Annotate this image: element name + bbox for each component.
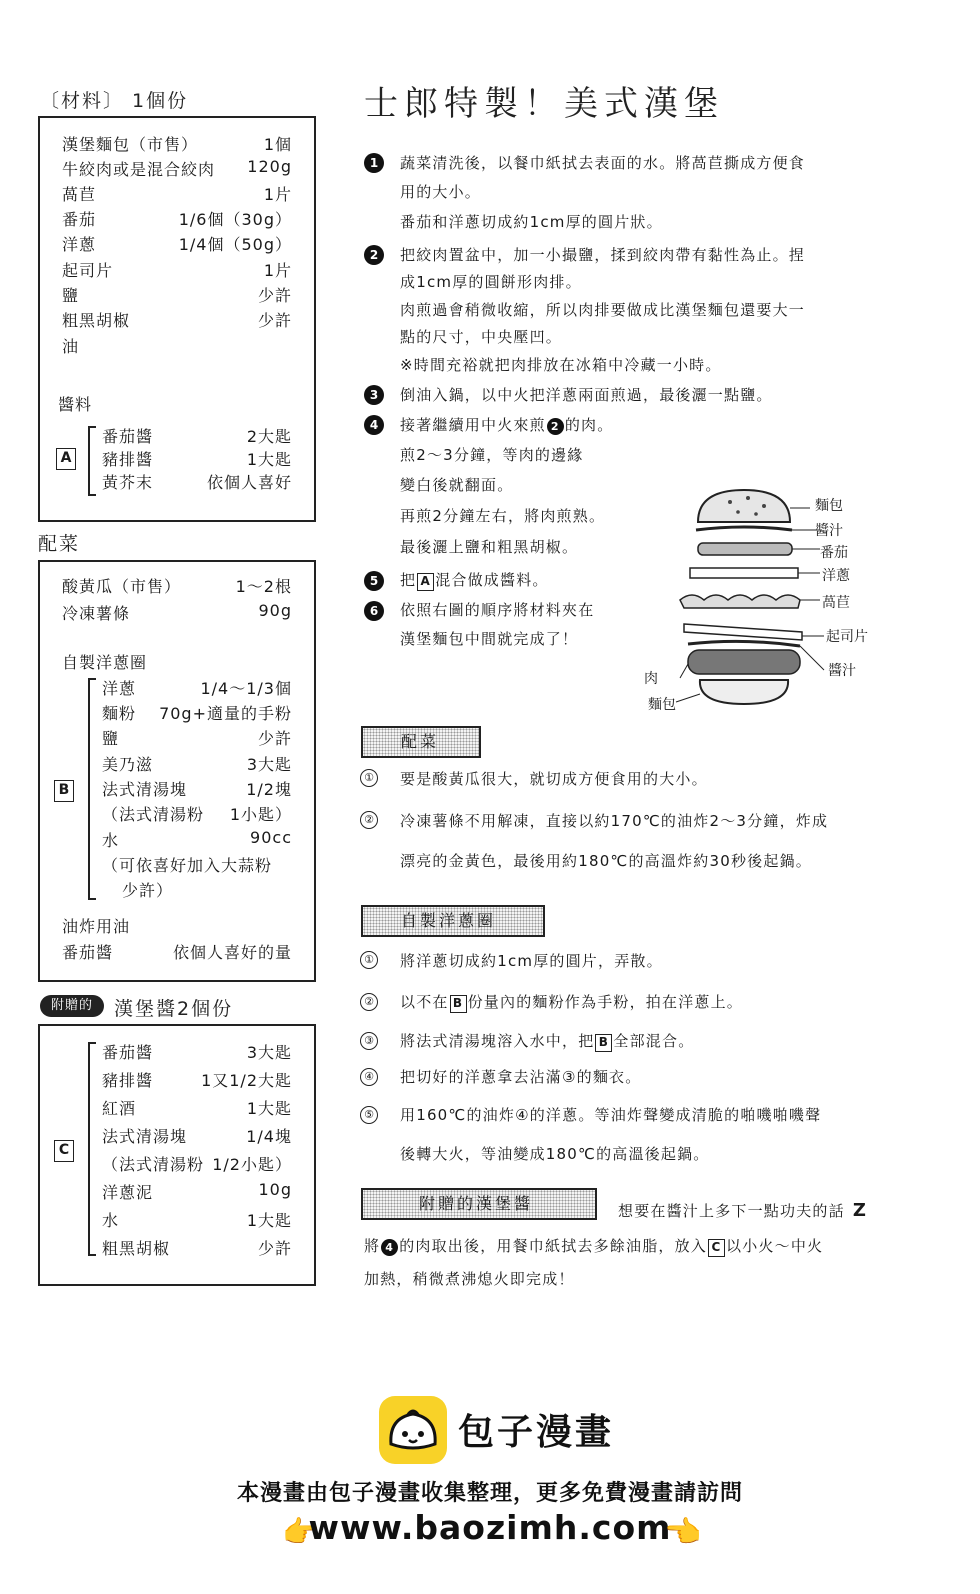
side-step-line: 漂亮的金黃色，最後用約180℃的高溫炸約30秒後起鍋。 bbox=[400, 852, 812, 870]
sauce-row: 番茄醬 2大匙 bbox=[102, 427, 292, 446]
pointing-right-icon: 👉 bbox=[282, 1515, 320, 1550]
onion-step-line: 後轉大火，等油變成180℃的高溫後起鍋。 bbox=[400, 1145, 710, 1163]
step-1-line: 用的大小。 bbox=[400, 183, 482, 201]
step-6-line: 依照右圖的順序將材料夾在 bbox=[400, 601, 595, 619]
material-row: 鹽 少許 bbox=[62, 286, 292, 305]
footer-note: 本漫畫由包子漫畫收集整理，更多免費漫畫請訪問 bbox=[236, 1481, 743, 1506]
onion-row: 水 90cc bbox=[102, 828, 292, 850]
bonus-steps-heading: 附贈的漢堡醬 bbox=[361, 1188, 597, 1220]
step-1-line: 蔬菜清洗後，以餐巾紙拭去表面的水。將萵苣撕成方便食 bbox=[400, 154, 806, 172]
step-number-5: 5 bbox=[364, 571, 384, 591]
sauce-mid bbox=[688, 641, 800, 646]
material-row: 漢堡麵包（市售） 1個 bbox=[62, 135, 292, 154]
bonus-row: 法式清湯塊 1/4塊 bbox=[102, 1127, 292, 1146]
label-sauce-2: 醬汁 bbox=[828, 663, 856, 679]
fry-oil: 油炸用油 bbox=[62, 917, 131, 936]
tag-c: C bbox=[54, 1140, 74, 1162]
step-ref-2: 2 bbox=[547, 418, 564, 435]
material-row: 油 bbox=[62, 337, 80, 356]
material-row: 萵苣 1片 bbox=[62, 185, 292, 204]
step-4-line: 接著繼續用中火來煎 2 的肉。 bbox=[400, 416, 614, 434]
bonus-row: 紅酒 1大匙 bbox=[102, 1099, 292, 1118]
onion-row: （可依喜好加入大蒜粉 bbox=[102, 856, 273, 875]
side-row: 酸黃瓜（市售） 1～2根 bbox=[62, 577, 292, 596]
onion-step-line: 以不在 B 份量內的麵粉作為手粉，拍在洋蔥上。 bbox=[400, 993, 744, 1011]
cheese bbox=[684, 624, 802, 640]
step-2-line: 把絞肉置盆中，加一小撮鹽，揉到絞肉帶有黏性為止。捏 bbox=[400, 246, 806, 264]
label-meat: 肉 bbox=[644, 671, 658, 687]
step-4-line: 最後灑上鹽和粗黑胡椒。 bbox=[400, 538, 579, 556]
onion-step-line: 將洋蔥切成約1cm厚的圓片，弄散。 bbox=[400, 952, 663, 970]
onion-row: 少許） bbox=[122, 881, 174, 900]
label-tomato: 番茄 bbox=[820, 545, 848, 561]
baozi-logo-icon[interactable] bbox=[379, 1396, 447, 1464]
onion-ref-b: B bbox=[450, 995, 467, 1013]
onion-row: 麵粉 70g+適量的手粉 bbox=[102, 704, 292, 723]
side-steps-heading: 配菜 bbox=[361, 726, 481, 758]
step-2-line: 肉煎過會稍微收縮，所以肉排要做成比漢堡麵包還要大一 bbox=[400, 301, 806, 319]
bonus-heading: 漢堡醬2個份 bbox=[114, 998, 234, 1020]
bonus-row: 豬排醬 1又1/2大匙 bbox=[102, 1071, 292, 1090]
side-step-num: ② bbox=[360, 811, 378, 829]
step-ref-a: A bbox=[417, 573, 434, 591]
step-2-line: 成1cm厚的圓餅形肉排。 bbox=[400, 273, 582, 291]
onion-step-num: ⑤ bbox=[360, 1106, 378, 1124]
bonus-note: 想要在醬汁上多下一點功夫的話 Z bbox=[618, 1200, 868, 1221]
step-5-line: 把 A 混合做成醬料。 bbox=[400, 571, 549, 589]
onion-steps-heading: 自製洋蔥圈 bbox=[361, 905, 545, 937]
bonus-ref-4: 4 bbox=[381, 1239, 398, 1256]
step-2-line: ※時間充裕就把肉排放在冰箱中冷藏一小時。 bbox=[400, 356, 722, 374]
onion-row: 鹽 少許 bbox=[102, 729, 292, 748]
material-row: 牛絞肉或是混合絞肉 120g bbox=[62, 157, 292, 179]
side-box bbox=[38, 560, 316, 982]
step-number-6: 6 bbox=[364, 601, 384, 621]
tag-a: A bbox=[56, 448, 76, 470]
lettuce bbox=[680, 595, 800, 608]
materials-box bbox=[38, 116, 316, 522]
site-url-link[interactable]: www.baozimh.com bbox=[308, 1508, 672, 1547]
label-bun-2: 麵包 bbox=[648, 697, 676, 713]
label-cheese: 起司片 bbox=[826, 629, 868, 645]
step-3-line: 倒油入鍋，以中火把洋蔥兩面煎過，最後灑一點鹽。 bbox=[400, 386, 773, 404]
step-4-line: 煎2～3分鐘，等肉的邊緣 bbox=[400, 446, 584, 464]
bonus-step-line: 加熱，稍微煮沸熄火即完成！ bbox=[364, 1270, 575, 1288]
bonus-row: 洋蔥泥 10g bbox=[102, 1180, 292, 1202]
bonus-box bbox=[38, 1024, 316, 1286]
onion-step-num: ① bbox=[360, 951, 378, 969]
step-number-1: 1 bbox=[364, 153, 384, 173]
side-step-line: 要是酸黃瓜很大，就切成方便食用的大小。 bbox=[400, 770, 708, 788]
onion-ring-heading: 自製洋蔥圈 bbox=[62, 653, 148, 672]
label-lettuce: 萵苣 bbox=[822, 595, 850, 611]
bun-mascot-icon bbox=[379, 1396, 447, 1464]
sauce-row: 豬排醬 1大匙 bbox=[102, 450, 292, 469]
onion-row: 美乃滋 3大匙 bbox=[102, 755, 292, 774]
onion-row: 法式清湯塊 1/2塊 bbox=[102, 780, 292, 799]
material-row: 起司片 1片 bbox=[62, 261, 292, 280]
onion-ref-b: B bbox=[595, 1034, 612, 1052]
step-6-line: 漢堡麵包中間就完成了！ bbox=[400, 630, 579, 648]
patty bbox=[688, 650, 800, 674]
step-number-2: 2 bbox=[364, 245, 384, 265]
onion bbox=[690, 568, 798, 578]
material-row: 番茄 1/6個（30g） bbox=[62, 210, 292, 229]
brand-name: 包子漫畫 bbox=[458, 1412, 615, 1453]
onion-step-line: 把切好的洋蔥拿去沾滿③的麵衣。 bbox=[400, 1068, 642, 1086]
step-2-line: 點的尺寸，中央壓凹。 bbox=[400, 328, 563, 346]
materials-heading: 〔材料〕 1個份 bbox=[40, 90, 189, 112]
step-1-line: 番茄和洋蔥切成約1cm厚的圓片狀。 bbox=[400, 213, 663, 231]
step-4-line: 變白後就翻面。 bbox=[400, 476, 514, 494]
sauce-heading: 醬料 bbox=[58, 395, 93, 414]
onion-row: （法式清湯粉 1小匙） bbox=[102, 805, 292, 824]
label-bun: 麵包 bbox=[815, 498, 843, 514]
bonus-row: 粗黑胡椒 少許 bbox=[102, 1239, 292, 1258]
page-title: 士郎特製！美式漢堡 bbox=[364, 84, 724, 124]
tag-b: B bbox=[54, 780, 74, 802]
label-onion: 洋蔥 bbox=[822, 568, 850, 584]
side-row: 冷凍薯條 90g bbox=[62, 601, 292, 623]
bonus-badge: 附贈的 bbox=[40, 995, 104, 1017]
pointing-left-icon: 👈 bbox=[664, 1515, 702, 1550]
tomato bbox=[698, 543, 792, 555]
step-4-line: 再煎2分鐘左右，將肉煎熟。 bbox=[400, 507, 606, 525]
onion-step-num: ④ bbox=[360, 1068, 378, 1086]
sauce-row: 黃芥末 依個人喜好 bbox=[102, 473, 292, 492]
step-number-4: 4 bbox=[364, 415, 384, 435]
side-step-num: ① bbox=[360, 769, 378, 787]
onion-step-line: 將法式清湯塊溶入水中，把 B 全部混合。 bbox=[400, 1032, 695, 1050]
material-row: 洋蔥 1/4個（50g） bbox=[62, 235, 292, 254]
onion-step-num: ③ bbox=[360, 1032, 378, 1050]
bonus-ref-c: C bbox=[708, 1239, 725, 1257]
side-row: 番茄醬 依個人喜好的量 bbox=[62, 943, 292, 962]
bun-top bbox=[698, 490, 790, 522]
label-sauce: 醬汁 bbox=[815, 523, 843, 539]
bonus-row: 番茄醬 3大匙 bbox=[102, 1043, 292, 1062]
side-heading: 配菜 bbox=[38, 533, 81, 555]
onion-step-line: 用160℃的油炸④的洋蔥。等油炸聲變成清脆的啪嘰啪嘰聲 bbox=[400, 1106, 822, 1124]
side-step-line: 冷凍薯條不用解凍，直接以約170℃的油炸2～3分鐘，炸成 bbox=[400, 812, 829, 830]
bonus-step-line: 將 4 的肉取出後，用餐巾紙拭去多餘油脂，放入 C 以小火～中火 bbox=[364, 1237, 824, 1255]
sauce-top bbox=[696, 527, 792, 530]
bonus-row: 水 1大匙 bbox=[102, 1211, 292, 1230]
onion-row: 洋蔥 1/4～1/3個 bbox=[102, 679, 292, 698]
bonus-row: （法式清湯粉 1/2小匙） bbox=[102, 1155, 292, 1174]
material-row: 粗黑胡椒 少許 bbox=[62, 311, 292, 330]
onion-step-num: ② bbox=[360, 993, 378, 1011]
step-number-3: 3 bbox=[364, 385, 384, 405]
bun-bottom bbox=[700, 680, 788, 704]
